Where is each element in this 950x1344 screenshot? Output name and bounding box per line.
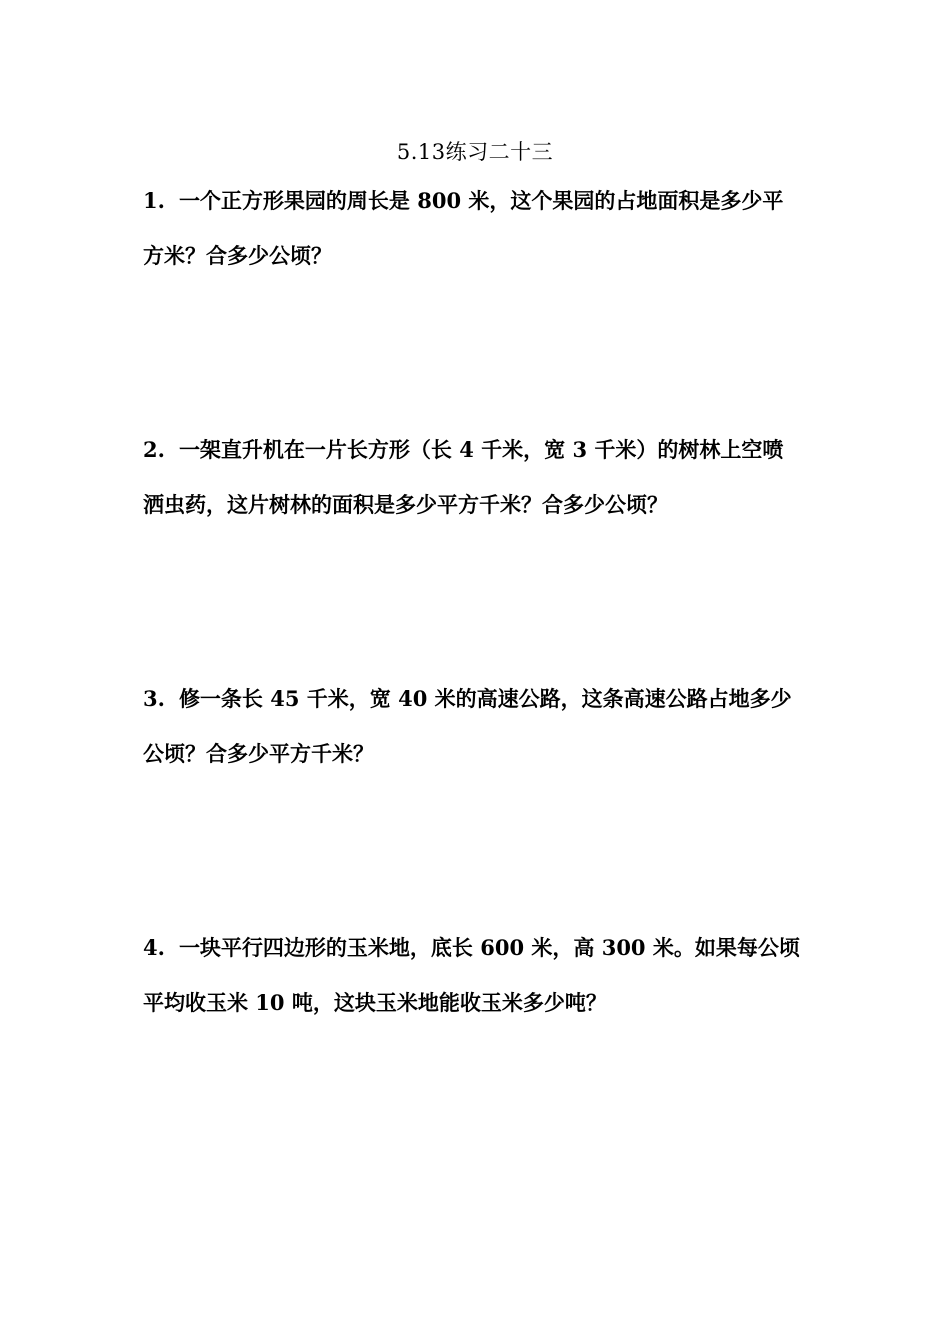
- question-text: 一架直升机在一片长方形（长 4 千米，宽 3 千米）的树林上空喷: [178, 437, 784, 462]
- question-line: [143, 422, 813, 477]
- question-3: [143, 671, 813, 781]
- question-line: [143, 671, 813, 726]
- question-number: 1.: [143, 188, 165, 213]
- question-text: 一个正方形果园的周长是 800 米，这个果园的占地面积是多少平: [178, 188, 784, 213]
- question-number: 2.: [143, 437, 165, 462]
- question-line: 方米？合多少公顷？: [143, 243, 332, 268]
- question-line: 洒虫药，这片树林的面积是多少平方千米？合多少公顷？: [143, 492, 668, 517]
- page-title: 5.13练习二十三: [396, 140, 554, 164]
- question-text: 修一条长 45 千米，宽 40 米的高速公路，这条高速公路占地多少: [178, 686, 792, 711]
- question-1: [143, 173, 813, 283]
- question-line: [143, 920, 813, 975]
- question-2: [143, 422, 813, 532]
- question-4: [143, 920, 813, 1030]
- question-line: [143, 173, 813, 228]
- question-number: 3.: [143, 686, 165, 711]
- question-number: 4.: [143, 935, 165, 960]
- question-line: 公顷？合多少平方千米？: [143, 741, 374, 766]
- question-text: 一块平行四边形的玉米地，底长 600 米，高 300 米。如果每公顷: [178, 935, 800, 960]
- question-line: 平均收玉米 10 吨，这块玉米地能收玉米多少吨？: [143, 990, 607, 1015]
